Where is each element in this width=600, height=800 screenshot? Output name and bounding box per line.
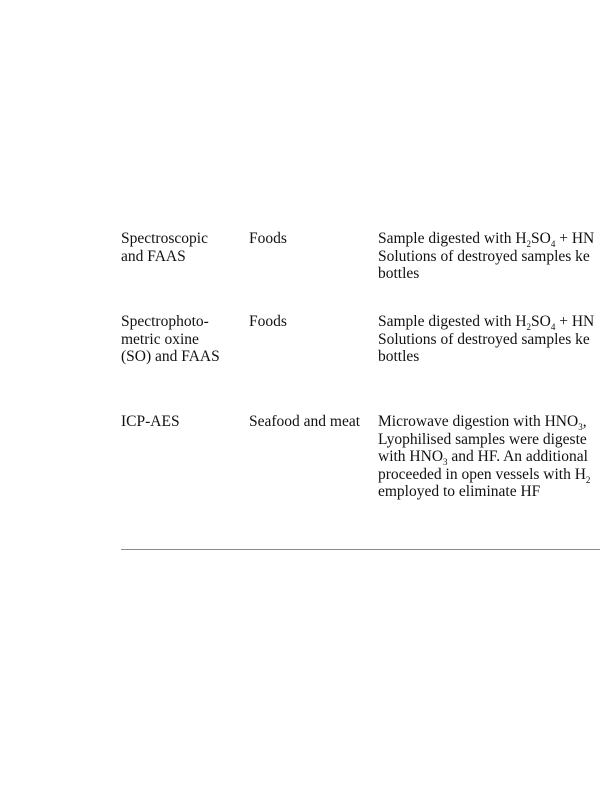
method-cell: [121, 230, 208, 265]
preparation-cell: [378, 230, 594, 283]
matrix-line: Foods: [249, 313, 287, 330]
matrix-cell: [249, 230, 287, 248]
preparation-line: with $HNO_3$ and HF. An additional: [378, 448, 588, 467]
preparation-line: Sample digested with $H_2SO_4$ + HN: [378, 313, 595, 332]
preparation-line: Lyophilised samples were digeste: [378, 430, 587, 448]
matrix-line: Seafood and meat: [249, 413, 361, 430]
preparation-line: Solutions of destroyed samples ke: [378, 330, 590, 348]
preparation-cell: [378, 313, 594, 366]
preparation-line: bottles: [378, 265, 420, 282]
preparation-line: Sample digested with $H_2SO_4$ + HN: [378, 230, 595, 249]
method-line: and FAAS: [121, 247, 186, 265]
preparation-line: proceeded in open vessels with $H_2$: [378, 465, 591, 485]
preparation-line: Solutions of destroyed samples ke: [378, 247, 590, 265]
method-line: Spectrophoto-: [121, 313, 209, 330]
preparation-line: bottles: [378, 348, 420, 365]
method-line: (SO) and FAAS: [121, 348, 220, 365]
matrix-cell: [249, 413, 360, 431]
method-line: Spectroscopic: [121, 230, 208, 247]
matrix-line: Foods: [249, 230, 287, 247]
method-line: metric oxine: [121, 330, 199, 348]
preparation-line: employed to eliminate HF: [378, 483, 541, 500]
table-bottom-rule: [121, 549, 600, 550]
method-cell: [121, 313, 220, 366]
matrix-cell: [249, 313, 287, 331]
method-line: ICP-AES: [121, 413, 180, 430]
preparation-line: Microwave digestion with $HNO_3$,: [378, 413, 587, 432]
method-cell: [121, 413, 180, 431]
preparation-cell: [378, 413, 590, 501]
